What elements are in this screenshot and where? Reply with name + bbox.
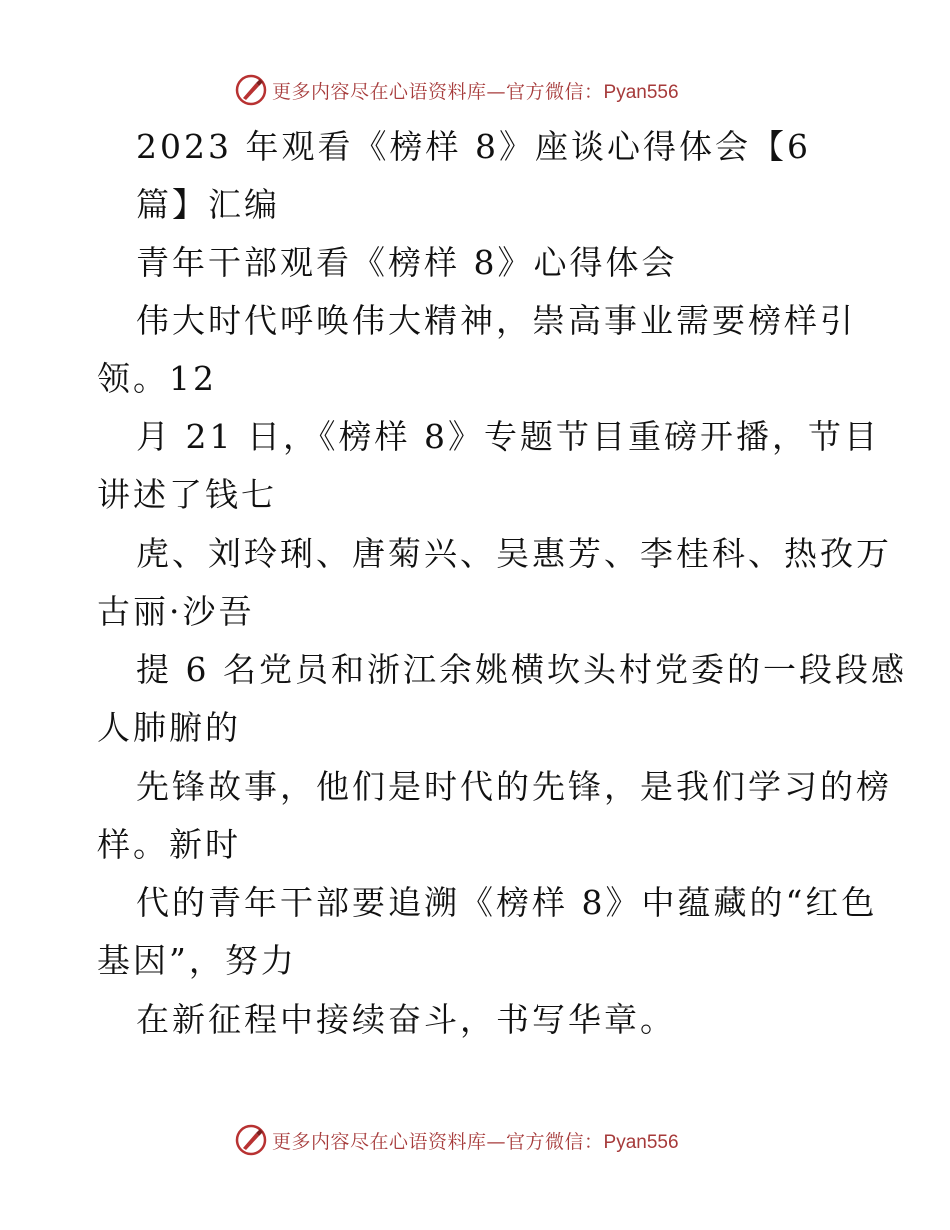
watermark-text: 更多内容尽在心语资料库—官方微信：Pyan556 — [272, 1130, 679, 1153]
pen-logo-icon — [234, 1123, 268, 1157]
doc-text-line: 先锋故事，他们是时代的先锋，是我们学习的榜 — [136, 767, 892, 806]
doc-text-line: 月 21 日，《榜样 8》专题节目重磅开播，节目 — [136, 417, 880, 456]
doc-text-line: 代的青年干部要追溯《榜样 8》中蕴藏的“红色 — [136, 883, 878, 922]
doc-text-line: 提 6 名党员和浙江余姚横坎头村党委的一段段感 — [136, 650, 907, 689]
doc-title-line-2: 篇】汇编 — [136, 185, 280, 224]
doc-text-line: 古丽·沙吾 — [97, 592, 255, 631]
doc-text-line: 领。12 — [97, 359, 217, 398]
doc-text-line: 在新征程中接续奋斗，书写华章。 — [136, 1000, 676, 1039]
footer-watermark — [234, 1122, 679, 1158]
doc-title-line-1: 2023 年观看《榜样 8》座谈心得体会【6 — [136, 127, 811, 166]
doc-text-line: 虎、刘玲琍、唐菊兴、吴惠芳、李桂科、热孜万 — [136, 534, 892, 573]
pen-logo-icon — [234, 73, 268, 107]
header-watermark — [234, 72, 679, 108]
doc-text-line: 基因”，努力 — [97, 941, 297, 980]
doc-subtitle: 青年干部观看《榜样 8》心得体会 — [136, 243, 678, 282]
doc-text-line: 讲述了钱七 — [97, 475, 277, 514]
doc-text-line: 伟大时代呼唤伟大精神，崇高事业需要榜样引 — [136, 301, 856, 340]
watermark-text: 更多内容尽在心语资料库—官方微信：Pyan556 — [272, 80, 679, 103]
doc-text-line: 人肺腑的 — [97, 708, 241, 747]
doc-text-line: 样。新时 — [97, 825, 241, 864]
